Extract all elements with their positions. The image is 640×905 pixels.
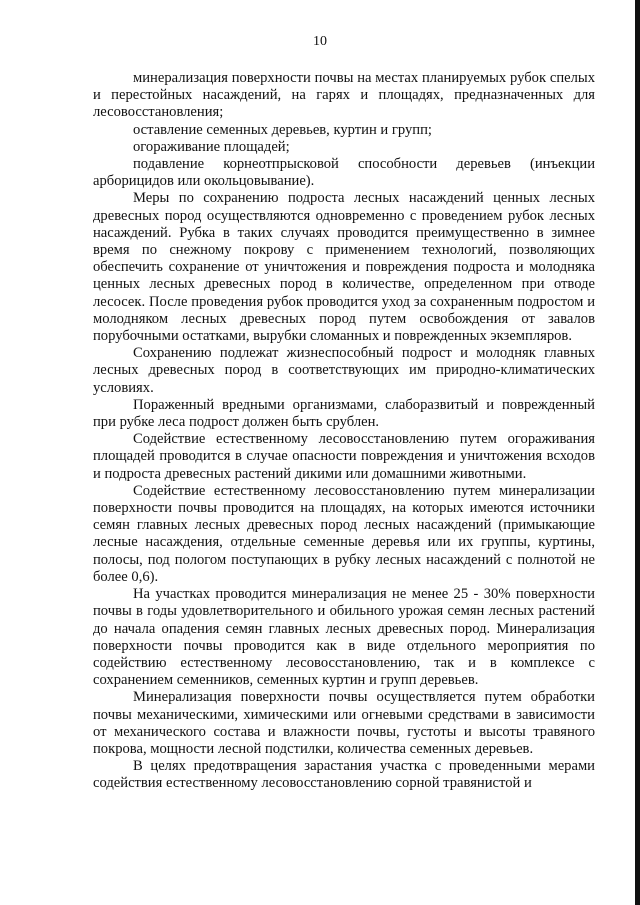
page-number: 10 bbox=[313, 34, 327, 49]
paragraph-mineralization-methods: Минерализация поверхности почвы осуществляется путем обработки почвы механическими, химическими или огневыми средствами в зависимости от механического состава и влажности почвы, густоты и высоты травяного покрова, мощности лесной подстилки, количества семенных деревьев. bbox=[93, 689, 595, 757]
paragraph-undergrowth-preservation: Меры по сохранению подроста лесных насаждений ценных лесных древесных пород осуществляются одновременно с проведением рубок лесных насаждений. Рубка в таких случаях проводится преимущественно в зимнее время по снежному покрову с применением технологий, позволяющих обеспечить сохранение от уничтожения и повреждения подроста и молодняка ценных лесных древесных пород в количестве, определенном при отводе лесосек. После проведения рубок проводится уход за сохраненным подростом и молодняком лесных древесных пород путем освобождения от завалов порубочными остатками, вырубки сломанных и поврежденных экземпляров. bbox=[93, 190, 595, 345]
list-item-root-suppression: подавление корнеотпрысковой способности деревьев (инъекции арборицидов или окольцовывание). bbox=[93, 156, 595, 190]
paragraph-fencing-areas: Содействие естественному лесовосстановлению путем огораживания площадей проводится в случае опасности повреждения и уничтожения всходов и подроста древесных растений дикими или домашними животными. bbox=[93, 431, 595, 482]
paragraph-list-continuation: минерализация поверхности почвы на местах планируемых рубок спелых и перестойных насаждений, на гарях и площадях, предназначенных для лесовосстановления; bbox=[93, 70, 595, 121]
document-body bbox=[93, 70, 595, 793]
list-item-seed-trees: оставление семенных деревьев, куртин и групп; bbox=[133, 121, 432, 138]
paragraph-overgrowth-prevention: В целях предотвращения зарастания участка с проведенными мерами содействия естественному лесовосстановлению сорной травянистой и bbox=[93, 758, 595, 792]
scan-edge-shadow bbox=[635, 0, 640, 905]
paragraph-soil-mineralization: Содействие естественному лесовосстановлению путем минерализации поверхности почвы проводится на площадях, на которых имеются источники семян главных лесных древесных пород лесных насаждений (примыкающие лесные насаждения, отдельные семенные деревья или их группы, куртины, полосы, под пологом поступающих в рубку лесных насаждений с полнотой не более 0,6). bbox=[93, 482, 595, 585]
paragraph-viable-undergrowth: Сохранению подлежат жизнеспособный подрост и молодняк главных лесных древесных пород в соответствующих им природно-климатических условиях. bbox=[93, 345, 595, 396]
list-item-fencing: огораживание площадей; bbox=[133, 138, 290, 155]
paragraph-mineralization-rate: На участках проводится минерализация не менее 25 - 30% поверхности почвы в годы удовлетворительного и обильного урожая семян лесных растений до начала опадения семян главных лесных древесных пород. Минерализация поверхности почвы проводится как в виде отдельного мероприятия по содействию естественному лесовосстановлению, так и в комплексе с сохранением семенников, семенных куртин и групп деревьев. bbox=[93, 586, 595, 689]
paragraph-damaged-undergrowth: Пораженный вредными организмами, слаборазвитый и поврежденный при рубке леса подрост должен быть срублен. bbox=[93, 396, 595, 431]
